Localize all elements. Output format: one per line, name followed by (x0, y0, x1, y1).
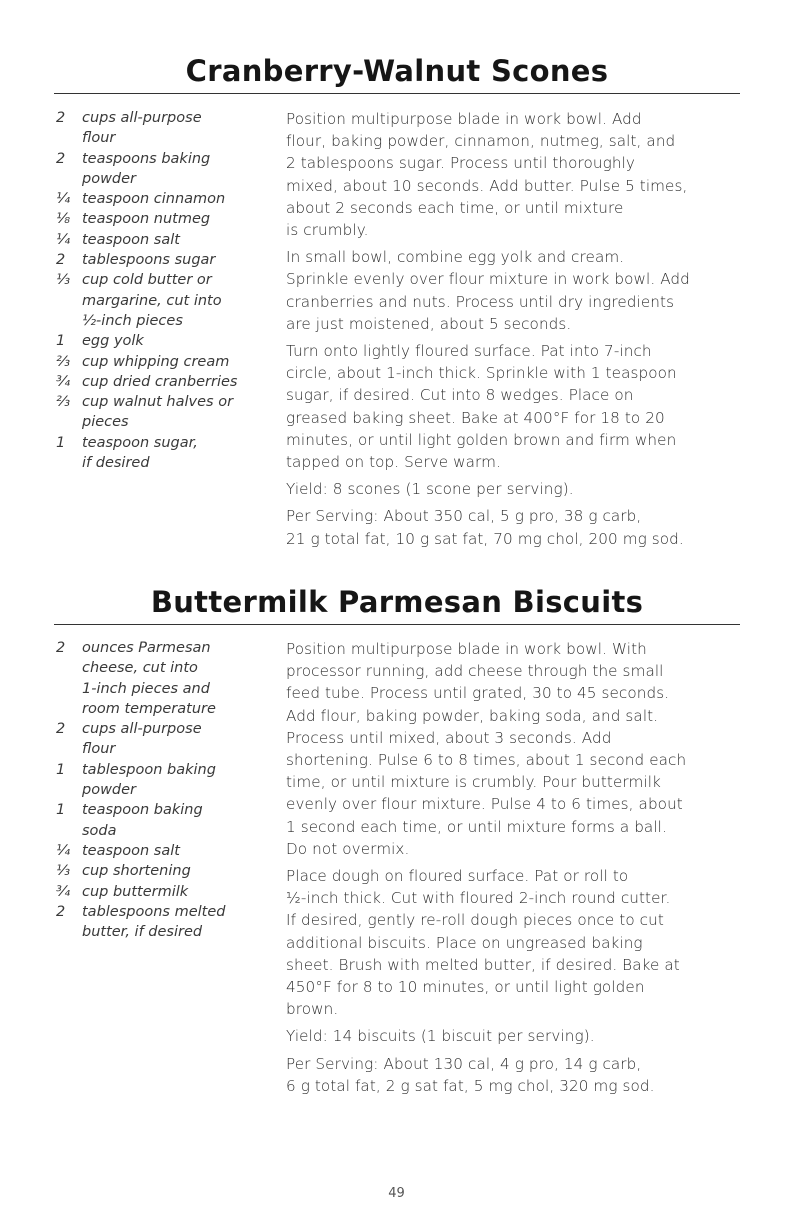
method-paragraph: Position multipurpose blade in work bowl. Add flour, baking powder, cinnamon, nutmeg, salt, and 2 tablespoons sugar. Process until thoroughly mixed, about 10 seconds. Add butter. Pulse 5 times, about 2 seconds each time, or until mixture is crumbly. (286, 110, 688, 240)
ingredient-item (54, 902, 274, 943)
recipe-buttermilk-parmesan-biscuits (54, 583, 740, 1095)
method-text (286, 638, 744, 1102)
method-paragraph: Per Serving: About 130 cal, 4 g pro, 14 g carb, 6 g total fat, 2 g sat fat, 5 mg chol, 320 mg sod. (286, 1054, 655, 1095)
ingredient-item (54, 209, 274, 229)
ingredient-description: teaspoon baking soda (82, 802, 203, 839)
ingredient-quantity: ¼ (56, 231, 71, 248)
ingredient-quantity: ⅛ (56, 211, 71, 228)
ingredient-description: teaspoon nutmeg (82, 211, 211, 228)
ingredient-quantity: 1 (56, 802, 66, 819)
ingredient-item (54, 861, 274, 881)
ingredient-quantity: 2 (56, 110, 66, 126)
method-paragraph: Yield: 14 biscuits (1 biscuit per serving). (286, 1027, 595, 1046)
method-text (286, 108, 744, 555)
ingredient-quantity: ⅓ (56, 863, 71, 880)
ingredient-item (54, 392, 274, 433)
ingredient-item (54, 760, 274, 801)
ingredient-item (54, 331, 274, 351)
recipe-title: Buttermilk Parmesan Biscuits (150, 585, 644, 619)
ingredient-description: egg yolk (82, 333, 144, 350)
ingredient-item (54, 882, 274, 902)
ingredient-item (54, 800, 274, 841)
ingredient-quantity: 2 (56, 640, 66, 656)
ingredient-description: tablespoon baking powder (82, 761, 216, 799)
ingredient-quantity: 2 (56, 252, 66, 269)
method-paragraph: In small bowl, combine egg yolk and cream. Sprinkle evenly over flour mixture in work bowl. Add cranberries and nuts. Process until dry ingredients are just moistened, about 5 seconds. (286, 248, 690, 333)
ingredient-description: teaspoons baking powder (82, 150, 211, 187)
ingredient-description: teaspoon salt (82, 842, 180, 859)
ingredient-item (54, 352, 274, 372)
ingredient-quantity: ¼ (56, 842, 71, 859)
ingredient-description: cups all-purpose flour (82, 721, 202, 758)
ingredient-item (54, 433, 274, 474)
ingredient-description: cup dried cranberries (82, 373, 238, 390)
ingredient-description: teaspoon sugar, if desired (82, 434, 198, 472)
recipe-cranberry-walnut-scones (54, 52, 740, 548)
method-paragraph: Turn onto lightly floured surface. Pat into 7-inch circle, about 1-inch thick. Sprinkle with 1 teaspoon sugar, if desired. Cut into 8 wedges. Place on greased baking sheet. Bake at 400°F for 18 to 20 minutes, or until light golden brown and firm when tapped on top. Serve warm. (286, 342, 677, 472)
method-paragraph: Yield: 8 scones (1 scone per serving). (286, 480, 574, 499)
ingredient-description: ounces Parmesan cheese, cut into 1-inch pieces and room temperature (82, 640, 216, 717)
ingredient-quantity: 1 (56, 434, 66, 451)
ingredient-item (54, 719, 274, 760)
ingredient-list (54, 638, 274, 942)
ingredient-item (54, 638, 274, 719)
ingredient-description: cups all-purpose flour (82, 110, 202, 147)
method-paragraph: Per Serving: About 350 cal, 5 g pro, 38 g carb, 21 g total fat, 10 g sat fat, 70 mg chol, 200 mg sod. (286, 507, 684, 548)
ingredient-description: cup cold butter or margarine, cut into ½-inch pieces (82, 272, 222, 329)
method-paragraph: Position multipurpose blade in work bowl. With processor running, add cheese through the small feed tube. Process until grated, 30 to 45 seconds. Add flour, baking powder, baking soda, and salt. Process until mixed, about 3 seconds. Add shortening. Pulse 6 to 8 times, about 1 second each time, or until mixture is crumbly. Pour buttermilk evenly over flour mixture. Pulse 4 to 6 times, about 1 second each time, or until mixture forms a ball. Do not overmix. (286, 640, 687, 858)
ingredient-list (54, 108, 274, 473)
page-number: 49 (388, 1186, 405, 1201)
ingredient-quantity: ¾ (56, 373, 71, 390)
ingredient-description: tablespoons sugar (82, 252, 216, 269)
ingredient-item (54, 189, 274, 209)
ingredient-item (54, 230, 274, 250)
ingredient-description: cup whipping cream (82, 353, 230, 370)
ingredient-description: cup walnut halves or pieces (82, 394, 234, 431)
ingredient-item (54, 149, 274, 190)
ingredient-item (54, 270, 274, 331)
ingredient-description: teaspoon cinnamon (82, 191, 226, 208)
ingredient-item (54, 372, 274, 392)
ingredient-quantity: 2 (56, 721, 66, 738)
recipe-title: Cranberry-Walnut Scones (185, 54, 609, 88)
method-paragraph: Place dough on floured surface. Pat or roll to ½-inch thick. Cut with floured 2-inch round cutter. If desired, gently re-roll dough pieces once to cut additional biscuits. Place on ungreased baking sheet. Brush with melted butter, if desired. Bake at 450°F for 8 to 10 minutes, or until light golden brown. (286, 867, 680, 1019)
ingredient-quantity: ⅓ (56, 272, 71, 289)
ingredient-quantity: ¾ (56, 883, 71, 900)
title-divider (54, 93, 740, 94)
ingredient-quantity: 2 (56, 150, 66, 167)
ingredient-quantity: 1 (56, 333, 66, 350)
ingredient-quantity: 1 (56, 761, 66, 778)
ingredient-quantity: ¼ (56, 191, 71, 208)
title-divider (54, 624, 740, 625)
ingredient-item (54, 108, 274, 149)
ingredient-item (54, 841, 274, 861)
ingredient-description: tablespoons melted butter, if desired (82, 903, 226, 941)
ingredient-item (54, 250, 274, 270)
ingredient-description: cup buttermilk (82, 883, 189, 900)
ingredient-description: cup shortening (82, 863, 191, 880)
ingredient-quantity: ⅔ (56, 394, 71, 411)
ingredient-description: teaspoon salt (82, 231, 180, 248)
ingredient-quantity: ⅔ (56, 353, 71, 370)
ingredient-quantity: 2 (56, 903, 66, 920)
